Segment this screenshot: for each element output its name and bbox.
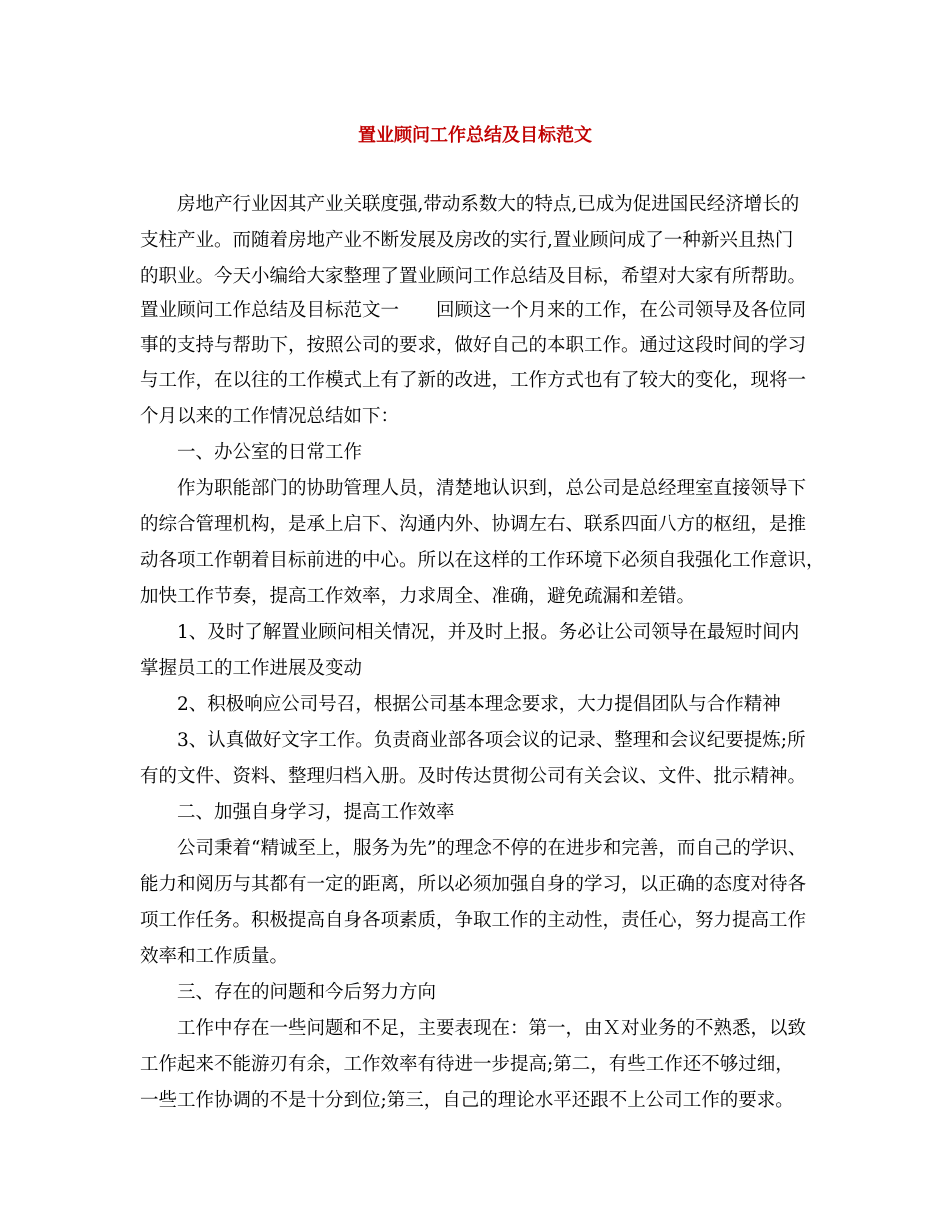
paragraph-line: 置业顾问工作总结及目标范文一 回顾这一个月来的工作，在公司领导及各位同 bbox=[140, 300, 807, 321]
paragraph-line: 一些工作协调的不是十分到位;第三，自己的理论水平还跟不上公司工作的要求。 bbox=[140, 1090, 794, 1111]
paragraph-line: 与工作，在以往的工作模式上有了新的改进，工作方式也有了较大的变化，现将一 bbox=[140, 370, 807, 391]
paragraph-line: 工作中存在一些问题和不足，主要表现在：第一，由Ｘ对业务的不熟悉，以致 bbox=[140, 1018, 807, 1039]
list-item-line: 3、认真做好文字工作。负责商业部各项会议的记录、整理和会议纪要提炼;所 bbox=[140, 730, 806, 751]
section-heading: 二、加强自身学习，提高工作效率 bbox=[140, 802, 455, 823]
list-item-line: 1、及时了解置业顾问相关情况，并及时上报。务必让公司领导在最短时间内 bbox=[140, 622, 800, 643]
paragraph-line: 房地产行业因其产业关联度强,带动系数大的特点,已成为促进国民经济增长的 bbox=[140, 194, 800, 215]
section-heading: 一、办公室的日常工作 bbox=[140, 442, 363, 463]
paragraph-line: 个月以来的工作情况总结如下： bbox=[140, 406, 400, 427]
paragraph-line: 的职业。今天小编给大家整理了置业顾问工作总结及目标，希望对大家有所帮助。 bbox=[140, 266, 807, 287]
list-item-line: 掌握员工的工作进展及变动 bbox=[140, 658, 363, 679]
paragraph-line: 工作起来不能游刃有余，工作效率有待进一步提高;第二，有些工作还不够过细， bbox=[140, 1054, 794, 1075]
paragraph-line: 作为职能部门的协助管理人员，清楚地认识到，总公司是总经理室直接领导下 bbox=[140, 478, 807, 499]
paragraph-line: 支柱产业。而随着房地产业不断发展及房改的实行,置业顾问成了一种新兴且热门 bbox=[140, 230, 794, 251]
document-title: 置业顾问工作总结及目标范文 bbox=[358, 125, 592, 146]
paragraph-line: 动各项工作朝着目标前进的中心。所以在这样的工作环境下必须自我强化工作意识， bbox=[140, 550, 825, 571]
paragraph-line: 事的支持与帮助下，按照公司的要求，做好自己的本职工作。通过这段时间的学习 bbox=[140, 335, 807, 356]
paragraph-line: 的综合管理机构，是承上启下、沟通内外、协调左右、联系四面八方的枢纽，是推 bbox=[140, 514, 807, 535]
paragraph-line: 效率和工作质量。 bbox=[140, 946, 289, 967]
paragraph-line: 能力和阅历与其都有一定的距离，所以必须加强自身的学习，以正确的态度对待各 bbox=[140, 874, 807, 895]
list-item-line: 有的文件、资料、整理归档入册。及时传达贯彻公司有关会议、文件、批示精神。 bbox=[140, 766, 807, 787]
list-item-line: 2、积极响应公司号召，根据公司基本理念要求，大力提倡团队与合作精神 bbox=[140, 694, 781, 715]
paragraph-line: 项工作任务。积极提高自身各项素质，争取工作的主动性，责任心，努力提高工作 bbox=[140, 910, 807, 931]
paragraph-line: 加快工作节奏，提高工作效率，力求周全、准确，避免疏漏和差错。 bbox=[140, 586, 696, 607]
paragraph-line: 公司秉着“精诚至上，服务为先”的理念不停的在进步和完善，而自己的学识、 bbox=[140, 838, 807, 859]
section-heading: 三、存在的问题和今后努力方向 bbox=[140, 982, 437, 1003]
